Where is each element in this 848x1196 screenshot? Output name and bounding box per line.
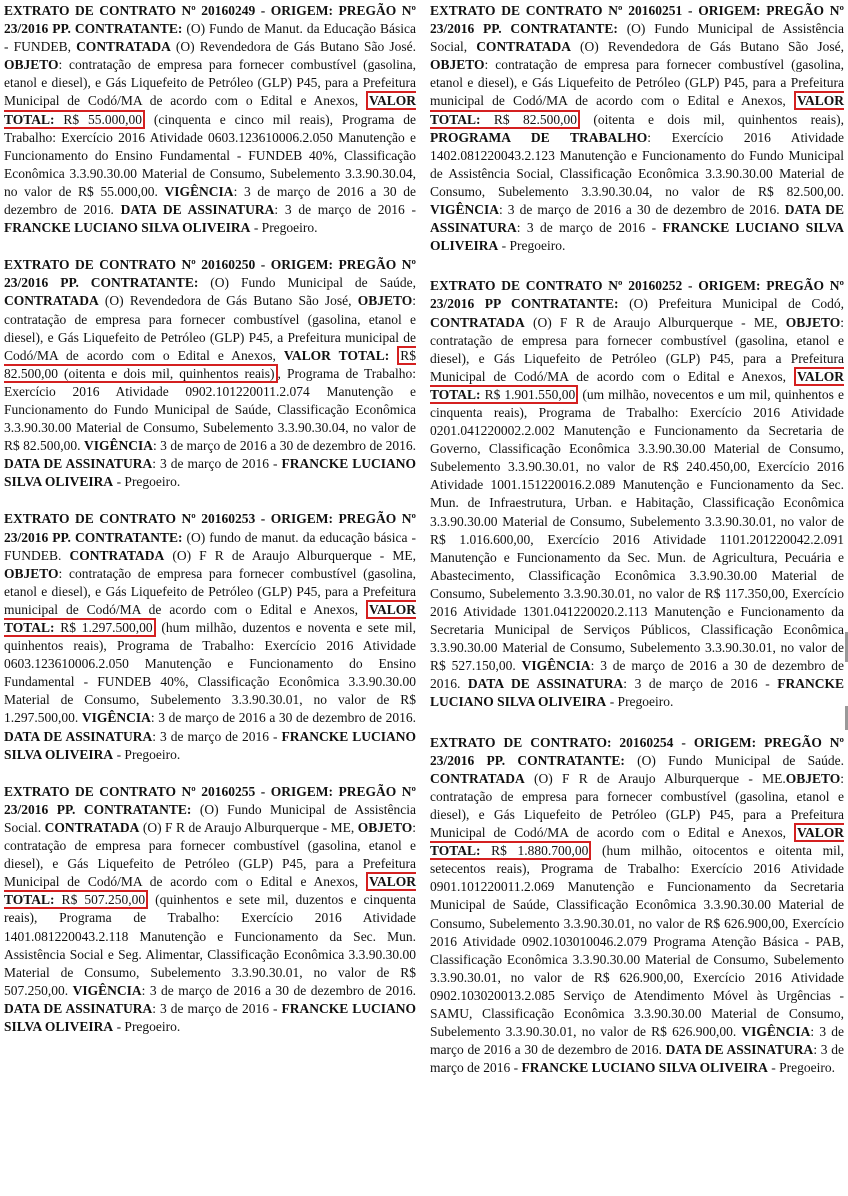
- contract-extract-20160255: [4, 783, 416, 1036]
- bold-label: OBJETO: [430, 57, 485, 73]
- bold-label: OBJETO: [357, 293, 413, 309]
- bold-label: OBJETO: [785, 770, 841, 786]
- body-text: (O) Fundo de Manut. da Educação Básica - FUNDEB,: [4, 21, 416, 55]
- body-text: (O) Fundo Municipal de Saúde.: [624, 752, 844, 768]
- bold-label: VIGÊNCIA: [72, 982, 142, 998]
- body-text: - Pregoeiro.: [113, 746, 181, 762]
- right-column: [430, 2, 844, 1099]
- bold-label: OBJETO: [4, 565, 59, 581]
- highlighted-value-text: R$ 1.901.550,00: [480, 386, 576, 402]
- bold-label: VIGÊNCIA: [521, 658, 591, 674]
- bold-label: CONTRATADA: [476, 39, 571, 55]
- body-text: : 3 de março de 2016 -: [274, 202, 417, 218]
- highlighted-value-text: VALOR TOTAL:: [430, 825, 844, 859]
- body-text: - Pregoeiro.: [767, 1060, 836, 1076]
- body-text: : 3 de março de 2016 a 30 de dezembro de 2016.: [430, 658, 844, 692]
- bold-label: CONTRATADA: [430, 770, 525, 786]
- body-text: - Pregoeiro.: [250, 220, 318, 236]
- body-text: (O) Prefeitura Municipal de Codó,: [618, 296, 844, 312]
- bold-label: EXTRATO DE CONTRATO Nº 20160250 - ORIGEM: PREGÃO Nº 23/2016 PP. CONTRATANTE:: [4, 257, 416, 291]
- highlighted-value-text: VALOR TOTAL:: [430, 368, 844, 402]
- contract-extract-20160252: [430, 277, 844, 711]
- body-text: (oitenta e dois mil, quinhentos reais),: [580, 111, 844, 127]
- bold-label: DATA DE ASSINATURA: [4, 456, 153, 472]
- bold-label: OBJETO: [785, 314, 841, 330]
- body-text: (hum milhão, duzentos e noventa e sete mil, quinhentos reais), Programa de Trabalho: Exercício 2016 Atividade 0603.123610006.2.050 Manutenção e Funcionamento do Ensino Fundamental - FUNDEB 40%, Classificação Econômica 3.3.90.30.00 Material de Consumo, Subelemento 3.3.90.30.01, no valor de R$ 1.297.500,00.: [4, 620, 416, 726]
- bold-label: EXTRATO DE CONTRATO Nº 20160252 - ORIGEM: PREGÃO Nº 23/2016 PP CONTRATANTE:: [430, 278, 844, 312]
- bold-label: VIGÊNCIA: [83, 438, 153, 454]
- body-text: : 3 de março de 2016 a 30 de dezembro de 2016.: [499, 202, 785, 218]
- bold-label: VIGÊNCIA: [741, 1024, 811, 1040]
- body-text: : contratação de empresa para fornecer combustível (gasolina, etanol e diesel), e Gás Liquefeito de Petróleo (GLP) P45, para a Prefeitura Municipal de Codó/MA de acordo com o Edital e Anexos,: [430, 770, 844, 841]
- bold-label: DATA DE ASSINATURA: [120, 202, 275, 218]
- bold-label: EXTRATO DE CONTRATO Nº 20160249 - ORIGEM: PREGÃO Nº 23/2016 PP. CONTRATANTE:: [4, 3, 416, 37]
- bold-label: DATA DE ASSINATURA: [4, 728, 153, 744]
- bold-label: FRANCKE LUCIANO SILVA OLIVEIRA: [430, 220, 844, 254]
- body-text: : 3 de março de 2016 -: [623, 676, 778, 692]
- body-text: : contratação de empresa para fornecer combustível (gasolina, etanol e diesel), e Gás Liquefeito de Petróleo (GLP) P45, a Prefeitura municipal de Codó/MA de acordo com o Edital e Anexos,: [4, 293, 416, 363]
- body-text: (quinhentos e sete mil, duzentos e cinquenta reais), Programa de Trabalho: Exercício 2016 Atividade 1401.081220043.2.118 Manutenção e Funcionamento da Sec. Mun. Assistência Social e Seg. Alimentar, Classificação Econômica 3.3.90.30.00 Material de Consumo, Subelemento 3.3.90.30.01, no valor de R$ 507.250,00.: [4, 892, 416, 998]
- contract-extract-20160249: [4, 2, 416, 237]
- bold-label: DATA DE ASSINATURA: [665, 1042, 814, 1058]
- body-text: : 3 de março de 2016 -: [152, 1000, 282, 1016]
- bold-label: OBJETO: [357, 819, 413, 835]
- bold-label: EXTRATO DE CONTRATO Nº 20160253 - ORIGEM: PREGÃO Nº 23/2016 PP. CONTRATANTE:: [4, 511, 416, 545]
- bold-label: VIGÊNCIA: [81, 710, 151, 726]
- body-text: : contratação de empresa para fornecer combustível (gasolina, etanol e diesel), e Gás Liquefeito de Petróleo (GLP) P45, para a Prefeitura Municipal de Codó/MA de acordo com o Edital e Anexos,: [4, 819, 416, 890]
- body-text: : 3 de março de 2016 a 30 de dezembro de 2016.: [430, 1024, 844, 1058]
- bold-label: VALOR TOTAL:: [283, 347, 390, 363]
- body-text: : 3 de março de 2016 -: [516, 220, 663, 236]
- bold-label: OBJETO: [4, 57, 59, 73]
- left-column: [4, 2, 416, 1055]
- bold-label: DATA DE ASSINATURA: [467, 676, 624, 692]
- bold-label: VIGÊNCIA: [430, 202, 500, 218]
- bold-label: CONTRATADA: [69, 547, 165, 563]
- body-text: : contratação de empresa para fornecer combustível (gasolina, etanol e diesel), e Gás Liquefeito de Petróleo (GLP) P45, para a Prefeitura Municipal de Codó/MA de acordo com o Edital e Anexos,: [4, 57, 416, 109]
- bold-label: CONTRATADA: [44, 819, 140, 835]
- highlighted-value-text: R$ 1.297.500,00: [54, 620, 153, 635]
- bold-label: FRANCKE LUCIANO SILVA OLIVEIRA: [4, 456, 416, 490]
- bold-label: FRANCKE LUCIANO SILVA OLIVEIRA: [4, 220, 251, 236]
- body-text: (O) F R de Araujo Alburquerque - ME,: [164, 547, 416, 563]
- highlighted-value-text: R$ 1.880.700,00: [480, 843, 589, 859]
- body-text: (O) F R de Araujo Alburquerque - ME,: [524, 314, 786, 330]
- body-text: : Exercício 2016 Atividade 1402.081220043.2.123 Manutenção e Funcionamento do Fundo Municipal de Assistência Social, Classificação Econômica 3.3.90.30.00 Material de Consumo, Subelemento 3.3.90.30.04, no valor de R$ 82.500,00.: [430, 129, 845, 199]
- bold-label: EXTRATO DE CONTRATO Nº 20160251 - ORIGEM: PREGÃO Nº 23/2016 PP. CONTRATANTE:: [430, 3, 844, 37]
- body-text: (O) Fundo Municipal de Assistência Social,: [430, 21, 844, 55]
- body-text: - Pregoeiro.: [606, 694, 674, 710]
- bold-label: VIGÊNCIA: [164, 183, 234, 199]
- contract-extract-20160253: [4, 510, 416, 763]
- bold-label: FRANCKE LUCIANO SILVA OLIVEIRA: [430, 676, 845, 710]
- body-text: (um milhão, novecentos e um mil, quinhentos e cinquenta reais), Programa de Trabalho: Exercício 2016 Atividade 0201.041220002.2.002 Manutenção e Funcionamento da Secretaria de Governo, Classificação Econômica 3.3.90.30.00 Material de Consumo, Subelemento 3.3.90.30.01, no valor de R$ 240.450,00, Exercício 2016 Atividade 1001.151220016.2.089 Manutenção e Funcionamento da Sec. Mun. de Infraestrutura, Urban. e Habitação, Classificação Econômica 3.3.90.30.00 Material de Consumo, Subelemento 3.3.90.30.01, no valor de R$ 1.016.600,00, Exercício 2016 Atividade 1101.201220042.2.091 Manutenção e Funcionamento da Sec. Mun. de Agricultura, Pecuária e Abastecimento, Classificação Econômica 3.3.90.30.00 Material de Consumo, Subelemento 3.3.90.30.01, no valor de R$ 117.350,00, Exercício 2016 Atividade 1301.041220020.2.113 Manutenção e Funcionamento da Secretaria Municipal de Serviços Públicos, Classificação Econômica 3.3.90.30.00 Material de Consumo, Subelemento 3.3.90.30.01, no valor de R$ 527.150,00.: [430, 386, 844, 674]
- body-text: (O) fundo de manut. da educação básica - FUNDEB.: [4, 529, 416, 563]
- highlighted-value-text: R$ 82.500,00: [480, 111, 578, 127]
- body-text: : contratação de empresa para fornecer combustível (gasolina, etanol e diesel), e Gás Liquefeito de Petróleo (GLP) P45, para a Prefeitura municipal de Codó/MA de acordo com o Edital e Anexos,: [430, 57, 844, 109]
- body-text: : contratação de empresa para fornecer combustível (gasolina, etanol e diesel), e Gás Liquefeito de Petróleo (GLP) P45, para a Prefeitura municipal de Codó/MA de acordo com o Edital e Anexos,: [4, 565, 416, 617]
- bold-label: FRANCKE LUCIANO SILVA OLIVEIRA: [521, 1060, 768, 1076]
- body-text: : 3 de março de 2016 -: [152, 728, 282, 744]
- body-text: - Pregoeiro.: [113, 474, 181, 490]
- highlighted-value-text: VALOR TOTAL:: [430, 93, 844, 127]
- highlighted-value-text: R$ 55.000,00: [54, 111, 143, 127]
- body-text: (O) F R de Araujo Alburquerque - ME.: [524, 770, 786, 786]
- body-text: (O) Revendedora de Gás Butano São José,: [570, 39, 844, 55]
- body-text: - Pregoeiro.: [113, 1018, 181, 1034]
- body-text: : 3 de março de 2016 a 30 de dezembro de 2016.: [141, 982, 416, 998]
- body-text: - Pregoeiro.: [498, 238, 566, 254]
- contract-extract-20160254: [430, 734, 844, 1078]
- bold-label: EXTRATO DE CONTRATO Nº 20160255 - ORIGEM: PREGÃO Nº 23/2016 PP. CONTRATANTE:: [4, 783, 416, 817]
- bold-label: EXTRATO DE CONTRATO: 20160254 - ORIGEM: PREGÃO Nº 23/2016 PP. CONTRATANTE:: [430, 734, 844, 768]
- body-text: (O) Revendedora de Gás Butano São José,: [98, 293, 358, 309]
- highlighted-value-text: VALOR TOTAL:: [4, 874, 416, 908]
- body-text: : 3 de março de 2016 -: [430, 1042, 845, 1076]
- bold-label: DATA DE ASSINATURA: [4, 1000, 153, 1016]
- bold-label: DATA DE ASSINATURA: [430, 202, 844, 236]
- bold-label: PROGRAMA DE TRABALHO: [430, 129, 648, 145]
- body-text: : contratação de empresa para fornecer combustível (gasolina, etanol e diesel), e Gás Liquefeito de Petróleo (GLP) P45, para a Prefeitura Municipal de Codó/MA de acordo com o Edital e Anexos,: [430, 314, 844, 384]
- highlighted-value-text: VALOR TOTAL:: [4, 601, 416, 635]
- highlighted-value-text: R$ 507.250,00: [54, 892, 146, 908]
- bold-label: FRANCKE LUCIANO SILVA OLIVEIRA: [4, 728, 416, 762]
- body-text: (cinquenta e cinco mil reais), Programa de Trabalho: Exercício 2016 Atividade 0603.123610006.2.050 Manutenção e Funcionamento do Ensino Fundamental - FUNDEB 40%, Classificação Econômica 3.3.90.30.00 Material de Consumo, Subelemento 3.3.90.30.04, no valor de R$ 55.000,00.: [4, 111, 416, 199]
- bold-label: CONTRATADA: [4, 293, 99, 309]
- highlighted-value-text: VALOR TOTAL:: [4, 93, 416, 127]
- body-text: (O) Fundo Municipal de Saúde,: [198, 275, 416, 291]
- body-text: (O) F R de Araujo Alburquerque - ME,: [139, 819, 358, 835]
- body-text: , Programa de Trabalho: Exercício 2016 Atividade 0902.101220011.2.074 Manutenção e Funcionamento do Fundo Municipal de Saúde, Classificação Econômica 3.3.90.30.00 Material de Consumo, Subelemento 3.3.90.30.04, no valor de R$ 82.500,00.: [4, 365, 416, 454]
- bold-label: FRANCKE LUCIANO SILVA OLIVEIRA: [4, 1000, 416, 1034]
- contract-extract-20160251: [430, 2, 844, 255]
- bold-label: CONTRATADA: [76, 39, 171, 55]
- body-text: (O) Fundo Municipal de Assistência Social.: [4, 801, 416, 835]
- body-text: : 3 de março de 2016 -: [152, 456, 282, 472]
- contract-extract-20160250: [4, 256, 416, 491]
- highlighted-value-text: R$ 82.500,00 (oitenta e dois mil, quinhentos reais): [4, 347, 417, 381]
- body-text: : 3 de março de 2016 a 30 de dezembro de 2016.: [4, 183, 416, 218]
- bold-label: CONTRATADA: [430, 314, 525, 330]
- body-text: (hum milhão, oitocentos e oitenta mil, setecentos reais), Programa de Trabalho: Exercício 2016 Atividade 0901.101220011.2.069 Manutenção e Funcionamento da Secretaria Municipal de Saúde, Classificação Econômica 3.3.90.30.00 Material de Consumo, Subelemento 3.3.90.30.01, no valor de R$ 626.900,00, Exercício 2016 Atividade 0902.103010046.2.079 Programa Atenção Básica - PAB, Classificação Econômica 3.3.90.30.00 Material de Consumo, Subelemento 3.3.90.30.01, no valor de R$ 626.900,00, Exercício 2016 Atividade 0902.103020013.2.085 Serviço de Atendimento Móvel às Urgências - SAMU, Classificação Econômica 3.3.90.30.00 Material de Consumo, Subelemento 3.3.90.30.01, no valor de R$ 626.900,00.: [430, 843, 844, 1040]
- body-text: : 3 de março de 2016 a 30 de dezembro de 2016.: [153, 438, 416, 454]
- body-text: : 3 de março de 2016 a 30 de dezembro de 2016.: [150, 710, 416, 726]
- body-text: (O) Revendedora de Gás Butano São José.: [170, 39, 416, 55]
